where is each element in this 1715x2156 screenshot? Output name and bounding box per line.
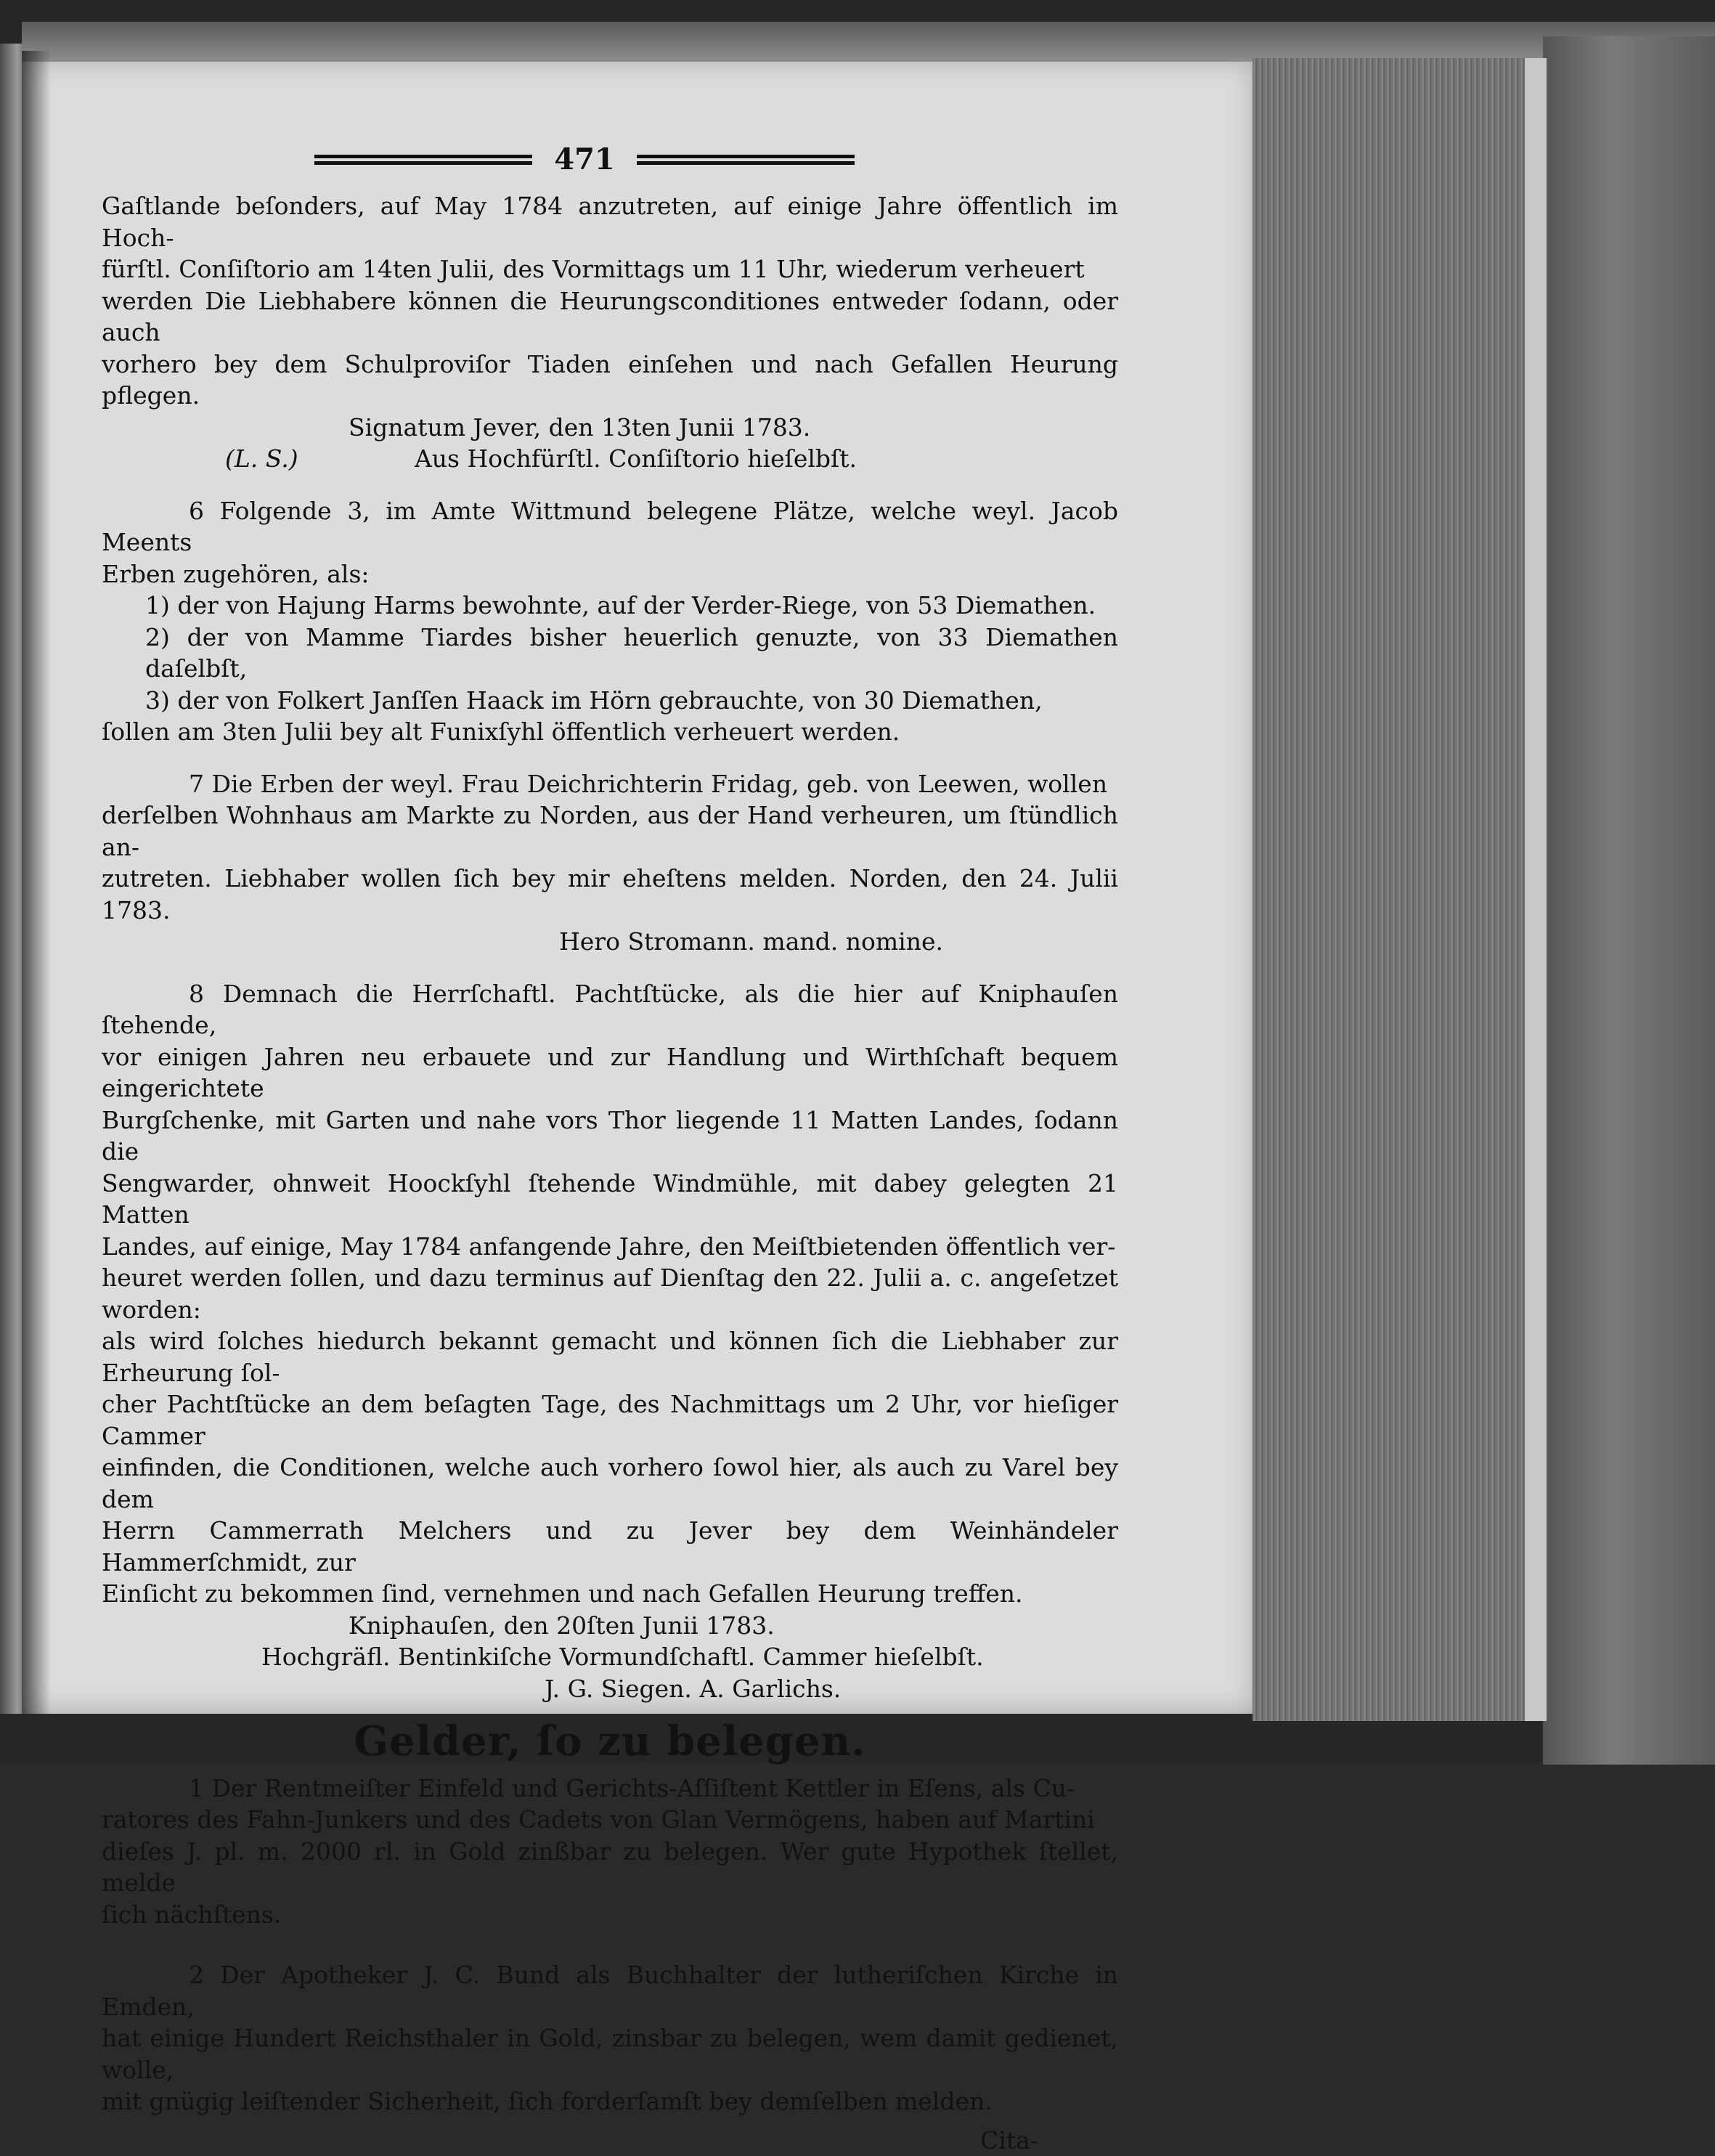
text-line: vor einigen Jahren neu erbauete und zur Handlung und Wirthſchaft bequem eingerichtete <box>102 1041 1118 1105</box>
text-line: hat einige Hundert Reichsthaler in Gold, zinsbar zu belegen, wem damit gedienet, wolle, <box>102 2022 1118 2086</box>
notice-6 <box>102 495 1118 748</box>
notice-7 <box>102 768 1118 958</box>
gutter-shadow <box>22 51 51 1714</box>
text-line: ſich nächſtens. <box>102 1899 1118 1931</box>
authority-line: Hochgräfl. Bentinkiſche Vormundſchaftl. Cammer hieſelbſt. <box>102 1641 1118 1673</box>
signature-line: Hero Stromann. mand. nomine. <box>102 926 1118 958</box>
page-text <box>102 138 1118 2156</box>
text-line: heuret werden ſollen, und dazu terminus auf Dienſtag den 22. Julii a. c. angeſetzet worden: <box>102 1262 1118 1325</box>
page-edge-strip <box>1525 58 1547 1721</box>
text-line: vorhero bey dem Schulproviſor Tiaden einſehen und nach Gefallen Heurung pflegen. <box>102 349 1118 412</box>
text-line: zutreten. Liebhaber wollen ſich bey mir eheſtens melden. Norden, den 24. Julii 1783. <box>102 863 1118 926</box>
signatories-line: J. G. Siegen. A. Garlichs. <box>102 1673 1118 1705</box>
text-line: werden Die Liebhabere können die Heurungsconditiones entweder ſodann, oder auch <box>102 285 1118 349</box>
header-rule-right <box>637 155 855 165</box>
money-notice-2 <box>102 1959 1118 2118</box>
money-notice-1 <box>102 1773 1118 1931</box>
page-block-edges <box>1252 58 1528 1721</box>
page-number: 471 <box>554 144 615 176</box>
seal-line <box>102 443 958 475</box>
notice-8 <box>102 978 1118 1705</box>
text-line: 1 Der Rentmeiſter Einfeld und Gerichts-Aſſiſtent Kettler in Eſens, als Cu- <box>102 1773 1118 1805</box>
book-cover-top <box>22 22 1715 62</box>
book-cover <box>1543 36 1715 1765</box>
list-item: 1) der von Hajung Harms bewohnte, auf der Verder-Riege, von 53 Diemathen. <box>145 590 1118 622</box>
place-date-line: Kniphauſen, den 20ſten Junii 1783. <box>102 1610 1118 1642</box>
text-line: als wird ſolches hiedurch bekannt gemacht und können ſich die Liebhaber zur Erheurung ſol- <box>102 1325 1118 1388</box>
list-item: 2) der von Mamme Tiardes bisher heuerlich genuzte, von 33 Diemathen daſelbſt, <box>145 622 1118 685</box>
text-line: dieſes J. pl. m. 2000 rl. in Gold zinßbar zu belegen. Wer gute Hypothek ſtellet, melde <box>102 1836 1118 1899</box>
page-header <box>203 138 966 182</box>
text-line: 2 Der Apotheker J. C. Bund als Buchhalter der lutheriſchen Kirche in Emden, <box>102 1959 1118 2022</box>
continued-notice <box>102 190 1118 475</box>
section-heading: Gelder, ſo zu belegen. <box>102 1726 1118 1758</box>
header-rule-left <box>314 155 532 165</box>
list-item: 3) der von Folkert Janſſen Haack im Hörn gebrauchte, von 30 Diemathen, <box>145 685 1118 717</box>
text-line: cher Pachtſtücke an dem beſagten Tage, des Nachmittags um 2 Uhr, vor hieſiger Cammer <box>102 1388 1118 1452</box>
text-line: Landes, auf einige, May 1784 anfangende Jahre, den Meiſtbietenden öffentlich ver- <box>102 1231 1118 1263</box>
text-line: Burgſchenke, mit Garten und nahe vors Thor liegende 11 Matten Landes, ſodann die <box>102 1105 1118 1168</box>
text-line: Herrn Cammerrath Melchers und zu Jever bey dem Weinhändeler Hammerſchmidt, zur <box>102 1515 1118 1578</box>
text-line: fürſtl. Conſiſtorio am 14ten Julii, des Vormittags um 11 Uhr, wiederum verheuert <box>102 253 1118 285</box>
locus-sigilli: (L. S.) <box>225 443 298 475</box>
text-line: 6 Folgende 3, im Amte Wittmund belegene Plätze, welche weyl. Jacob Meents <box>102 495 1118 558</box>
catchword: Cita- <box>102 2125 1118 2156</box>
text-line: ratores des Fahn-Junkers und des Cadets von Glan Vermögens, haben auf Martini <box>102 1804 1118 1836</box>
issuing-authority: Aus Hochfürſtl. Conſiſtorio hieſelbſt. <box>415 443 857 475</box>
text-line: Sengwarder, ohnweit Hoockſyhl ſtehende Windmühle, mit dabey gelegten 21 Matten <box>102 1168 1118 1231</box>
signatum-line: Signatum Jever, den 13ten Junii 1783. <box>102 412 1118 444</box>
text-line: Erben zugehören, als: <box>102 558 1118 590</box>
text-line: 8 Demnach die Herrſchaftl. Pachtſtücke, als die hier auf Kniphauſen ſtehende, <box>102 978 1118 1041</box>
text-line: Einſicht zu bekommen ſind, vernehmen und nach Gefallen Heurung treffen. <box>102 1578 1118 1610</box>
text-line: mit gnügig leiſtender Sicherheit, ſich forderſamſt bey demſelben melden. <box>102 2086 1118 2118</box>
text-line: ſollen am 3ten Julii bey alt Funixſyhl öffentlich verheuert werden. <box>102 716 1118 748</box>
text-line: derſelben Wohnhaus am Markte zu Norden, aus der Hand verheuren, um ſtündlich an- <box>102 800 1118 863</box>
text-line: Gaſtlande beſonders, auf May 1784 anzutreten, auf einige Jahre öffentlich im Hoch- <box>102 190 1118 253</box>
text-line: 7 Die Erben der weyl. Frau Deichrichterin Fridag, geb. von Leewen, wollen <box>102 768 1118 800</box>
plot-list <box>102 590 1118 716</box>
text-line: einfinden, die Conditionen, welche auch vorhero ſowol hier, als auch zu Varel bey dem <box>102 1452 1118 1515</box>
